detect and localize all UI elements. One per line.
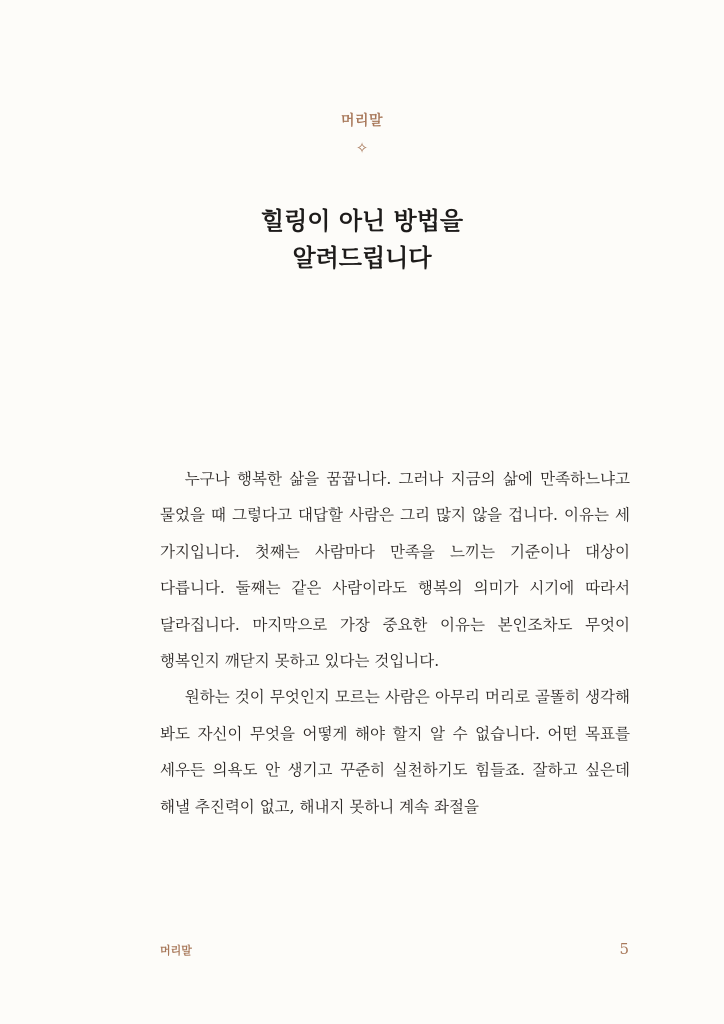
chapter-title-line-2: 알려드립니다 bbox=[292, 244, 432, 272]
body-paragraph-2: 원하는 것이 무엇인지 모르는 사람은 아무리 머리로 골똘히 생각해 봐도 자신이 무엇을 어떻게 해야 할지 알 수 없습니다. 어떤 목표를 세우든 의욕도 안 생기고 꾸준히 실천하기도 힘들죠. 잘하고 싶은데 해낼 추진력이 없고, 해내지 못하니 계속 좌절을 bbox=[160, 688, 630, 816]
ornament-star-icon: ✧ bbox=[355, 139, 369, 157]
page-number: 5 bbox=[619, 940, 629, 958]
chapter-title bbox=[0, 203, 724, 277]
running-head: 머리말 bbox=[160, 944, 192, 957]
body-text bbox=[160, 461, 630, 825]
chapter-title-line-1: 힐링이 아닌 방법을 bbox=[260, 207, 464, 235]
section-label: 머리말 bbox=[340, 113, 384, 129]
body-paragraph-1: 누구나 행복한 삶을 꿈꿉니다. 그러나 지금의 삶에 만족하느냐고 물었을 때 그렇다고 대답할 사람은 그리 많지 않을 겁니다. 이유는 세 가지입니다. 첫째는 사람마다 만족을 느끼는 기준이나 대상이 다릅니다. 둘째는 같은 사람이라도 행복의 의미가 시기에 따라서 달라집니다. 마지막으로 가장 중요한 이유는 본인조차도 무엇이 행복인지 깨닫지 못하고 있다는 것입니다. bbox=[160, 470, 630, 671]
